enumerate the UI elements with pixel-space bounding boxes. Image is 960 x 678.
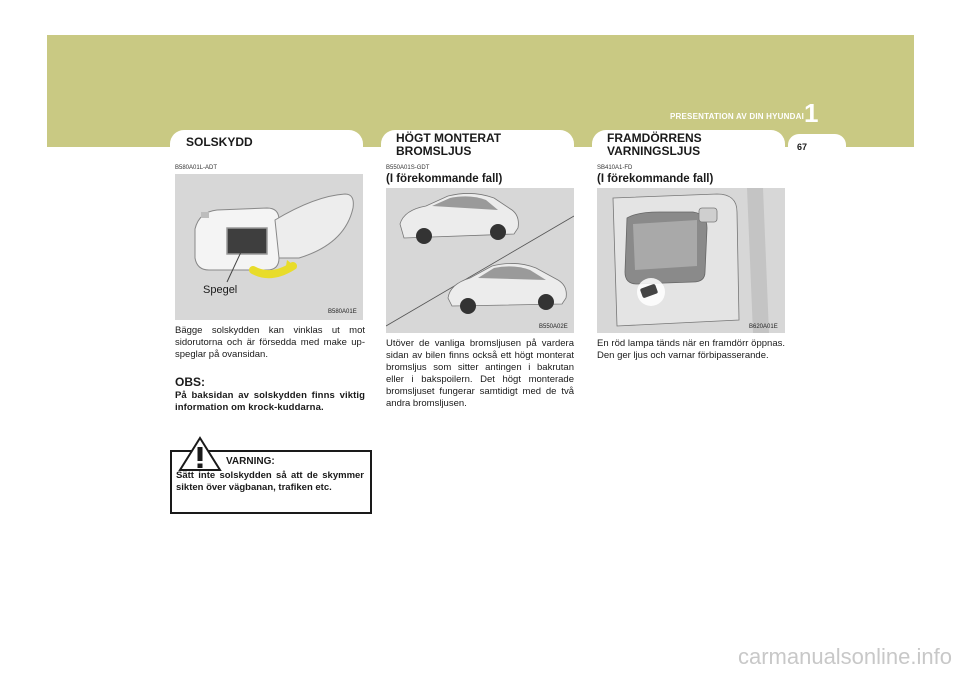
body-text: Bägge solskydden kan vinklas ut mot sidorutorna och är försedda med make up-speglar på ovansidan. — [175, 325, 365, 360]
figure-code: B550A02E — [539, 324, 568, 330]
section-code: SB410A1-FD — [597, 165, 633, 171]
figure-code: B580A01E — [328, 309, 357, 315]
sun-visor-illustration — [175, 174, 363, 320]
section-title-line2: BROMSLJUS — [396, 144, 472, 158]
sun-visor-figure — [175, 174, 363, 320]
section-title-line1: HÖGT MONTERAT — [396, 131, 502, 145]
body-text: En röd lampa tänds när en framdörr öppnas. Den ger ljus och varnar förbipasserande. — [597, 338, 785, 361]
door-light-figure — [597, 188, 785, 333]
mirror-label: Spegel — [203, 284, 238, 296]
chapter-number: 1 — [804, 98, 819, 128]
section-code: B550A01S-GDT — [386, 165, 430, 171]
section-code: B580A01L-ADT — [175, 165, 218, 171]
subheading: (I förekommande fall) — [597, 173, 714, 185]
chapter-title: PRESENTATION AV DIN HYUNDAI — [670, 112, 804, 121]
warning-triangle-icon — [178, 436, 222, 472]
warning-title: VARNING: — [226, 456, 275, 467]
note-title: OBS: — [175, 375, 205, 389]
section-title-line1: FRAMDÖRRENS — [607, 131, 702, 145]
door-illustration — [597, 188, 785, 333]
brake-light-figure — [386, 188, 574, 333]
subheading: (I förekommande fall) — [386, 173, 503, 185]
warning-text: Sätt inte solskydden så att de skymmer sikten över vägbanan, trafiken etc. — [176, 470, 364, 493]
note-text: På baksidan av solskydden finns viktig information om krock-kuddarna. — [175, 390, 365, 413]
watermark: carmanualsonline.info — [737, 644, 952, 669]
section-title-solskydd: SOLSKYDD — [186, 135, 253, 149]
page-number: 67 — [797, 142, 808, 152]
figure-code: B620A01E — [749, 324, 778, 330]
section-title-line2: VARNINGSLJUS — [607, 144, 701, 158]
cars-illustration — [386, 188, 574, 333]
body-text: Utöver de vanliga bromsljusen på vardera sidan av bilen finns också ett högt monterat bromsljus som sitter antingen i bakrutan eller i bakspoilern. Det högt monterade bromsljuset fungerar samtidigt med de två andra bromsljusen. — [386, 338, 574, 409]
